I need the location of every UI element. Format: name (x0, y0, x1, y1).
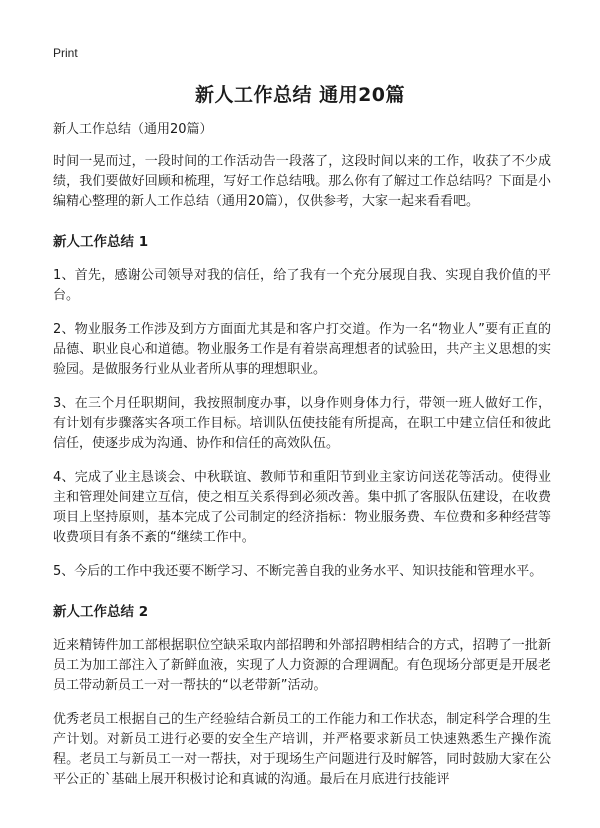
document-body (53, 120, 551, 804)
section-2-paragraph-1: 近来精铸件加工部根据职位空缺采取内部招聘和外部招聘相结合的方式，招聘了一批新员工为加工部注入了新鲜血液，实现了人力资源的合理调配。有色现场分部更是开展老员工带动新员工一对一帮扶的“以老带新”活动。 (53, 638, 551, 693)
page-title: 新人工作总结 通用20篇 (194, 84, 406, 106)
intro-paragraph: 时间一晃而过，一段时间的工作活动告一段落了，这段时间以来的工作，收获了不少成绩，我们要做好回顾和梳理，写好工作总结哦。那么你有了解过工作总结吗？下面是小编精心整理的新人工作总结（通用20篇），仅供参考，大家一起来看看吧。 (53, 154, 551, 209)
section-1-paragraph-2: 2、物业服务工作涉及到方方面面尤其是和客户打交道。作为一名“物业人”要有正直的品德、职业良心和道德。物业服务工作是有着崇高理想者的试验田，共产主义思想的实验园。是做服务行业从业者所从事的理想职业。 (53, 322, 551, 377)
section-1-paragraph-3: 3、在三个月任职期间，我按照制度办事，以身作则身体力行，带领一班人做好工作，有计划有步骤落实各项工作目标。培训队伍使技能有所提高，在职工中建立信任和彼此信任，使逐步成为沟通、协作和信任的高效队伍。 (53, 396, 551, 451)
section-heading-1: 新人工作总结 1 (53, 234, 149, 250)
section-1-paragraph-4: 4、完成了业主恳谈会、中秋联谊、教师节和重阳节到业主家访问送花等活动。使得业主和管理处间建立互信，使之相互关系得到必须改善。集中抓了客服队伍建设，在收费项目上坚持原则，基本完成了公司制定的经济指标：物业服务费、车位费和多种经营等收费项目有条不紊的“继续工作中。 (53, 470, 551, 545)
section-heading-2: 新人工作总结 2 (53, 604, 149, 620)
section-1-paragraph-1: 1、首先，感谢公司领导对我的信任，给了我有一个充分展现自我、实现自我价值的平台。 (53, 268, 551, 303)
print-link[interactable]: Print (53, 46, 78, 60)
section-1-paragraph-5: 5、今后的工作中我还要不断学习、不断完善自我的业务水平、知识技能和管理水平。 (53, 564, 543, 579)
section-2-paragraph-2: 优秀老员工根据自己的生产经验结合新员工的工作能力和工作状态，制定科学合理的生产计划。对新员工进行必要的安全生产培训，并严格要求新员工快速熟悉生产操作流程。老员工与新员工一对一帮扶，对于现场生产问题进行及时解答，同时鼓励大家在公平公正的`基础上展开积极讨论和真诚的沟通。最后在月底进行技能评 (53, 712, 551, 787)
document-subtitle: 新人工作总结（通用20篇） (53, 122, 213, 137)
